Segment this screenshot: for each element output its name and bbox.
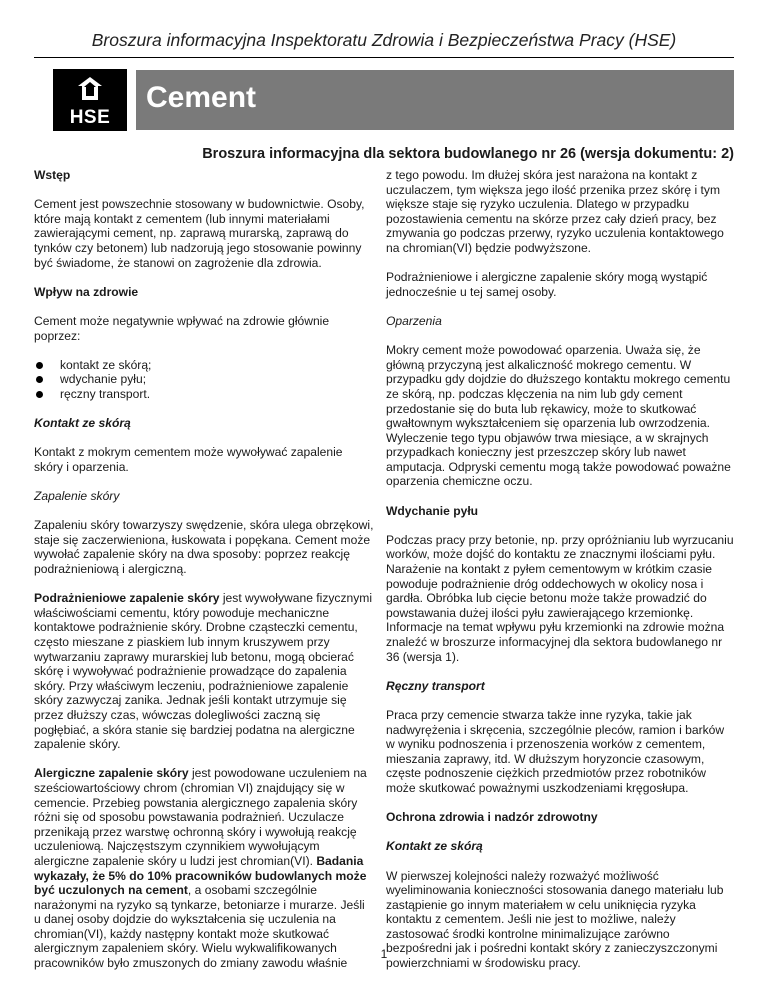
heading-kontakt-2: Kontakt ze skórą [386,839,483,854]
allergic-text-1: jest powodowane uczuleniem na sześciowartościowy chrom (chromian VI) znajdujący się w cemencie. Przebieg powstania alergicznego zapalenia skóry różni się od sposobu powstawania podrażnień. Uczulacze przenikają przez warstwę ochronną skóry i wywołują reakcję uczuleniową. Najczęstszym czynnikiem wywołującym alergiczne zapalenie skóry u ludzi jest chromian(VI). [34,766,367,868]
paragraph-oparzenia: Mokry cement może powodować oparzenia. Uważa się, że główną przyczyną jest alkaliczność mokrego cementu. W przypadku gdy dojdzie do dłuższego kontaktu mokrego cementu ze skórą, np. podczas klęczenia na nim lub gdy cement przedostanie się do buta lub rękawicy, może to skutkować gwałtownym wykształceniem się oparzenia lub owrzodzenia. Wyleczenie tego typu objawów trwa miesiące, a w skrajnych przypadkach konieczny jest przeszczep skóry lub nawet amputacja. Odpryski cementu mogą także powodować poważne oparzenia chemiczne oczu. [386,343,731,489]
heading-oparzenia: Oparzenia [386,313,442,328]
document-subtitle: Broszura informacyjna dla sektora budowlanego nr 26 (wersja dokumentu: 2) [202,146,734,162]
irritant-lead: Podrażnieniowe zapalenie skóry [34,591,220,606]
heading-reczny: Ręczny transport [386,678,485,693]
list-item: wdychanie pyłu; [34,372,374,387]
paragraph-both: Podrażnieniowe i alergiczne zapalenie skóry mogą wystąpić jednocześnie u tej samej osoby. [386,270,708,299]
paragraph-wstep: Cement jest powszechnie stosowany w budownictwie. Osoby, które mają kontakt z cementem (lub innymi materiałami zawierającymi cement, np. zaprawą murarską, zaprawą do tynków czy betonem) lub nadzorują jego stosowanie powinny być świadome, że stanowi on zagrożenie dla zdrowia. [34,197,365,270]
paragraph-allergic [34,766,374,970]
paragraph-reczny: Praca przy cemencie stwarza także inne ryzyka, takie jak nadwyrężenia i skręcenia, szczególnie pleców, ramion i barków w wyniku podnoszenia i przenoszenia worków z cementem, mieszania zaprawy, itd. W dłuższym horyzoncie czasowym, częste podnoszenie ciężkich przedmiotów przez robotników może skutkować poważnymi uszkodzeniami kręgosłupa. [386,707,725,795]
allergic-text-2: , a osobami szczególnie narażonymi na ryzyko są tynkarze, betoniarze i murarze. Jeśli u danej osoby dojdzie do wykształcenia się uczulenia na chromian(VI), każdy następny kontakt może skutkować alergicznym zapaleniem skóry. Wielu wykwalifikowanych pracowników było zmuszonych do zmiany zawodu właśnie [34,883,365,971]
left-column [34,168,374,985]
paragraph-wdychanie: Podczas pracy przy betonie, np. przy opróżnianiu lub wyrzucaniu worków, może dojść do kontaktu ze znacznymi ilościami pyłu. Narażenie na kontakt z pyłem cementowym w krótkim czasie powoduje podrażnienie dróg oddechowych w okolicy nosa i gardła. Obróbka lub cięcie betonu może także prowadzić do powstawania dużej ilości pyłu zawierającego krzemionkę. Informacje na temat wpływu pyłu krzemionki na zdrowie można znaleźć w broszurze informacyjnej dla sektora budowlanego nr 36 (wersja 1). [386,532,734,664]
hse-logo [53,69,127,131]
heading-ochrona: Ochrona zdrowia i nadzór zdrowotny [386,810,598,825]
document-header-title: Broszura informacyjna Inspektoratu Zdrowia i Bezpieczeństwa Pracy (HSE) [91,30,677,50]
heading-zapalenie: Zapalenie skóry [34,489,120,504]
banner-title: Cement [146,81,257,114]
hse-logo-text: HSE [69,107,111,128]
right-column [386,168,734,985]
list-item: ręczny transport. [34,387,374,402]
paragraph-kontakt: Kontakt z mokrym cementem może wywoływać zapalenie skóry i oparzenia. [34,445,343,474]
title-banner [136,70,734,130]
heading-wstep: Wstęp [34,168,71,182]
allergic-lead: Alergiczne zapalenie skóry [34,766,189,781]
heading-wplyw: Wpływ na zdrowie [34,284,139,299]
heading-wdychanie: Wdychanie pyłu [386,503,479,518]
paragraph-wplyw: Cement może negatywnie wpływać na zdrowie głównie poprzez: [34,313,330,343]
list-item: kontakt ze skórą; [34,358,374,373]
paragraph-irritant [34,591,374,752]
irritant-text: jest wywoływane fizycznymi właściwościami cementu, który powoduje mechaniczne kontaktowe podrażnienie skóry. Drobne cząsteczki cementu, często mieszane z piaskiem lub innym kruszywem przy wytwarzaniu zaprawy murarskiej lub betonu, mogą obcierać skórę i wywoływać podrażnienie prowadzące do zapalenia skóry. Przy właściwym leczeniu, podrażnieniowe zapalenie skóry zazwyczaj zanika. Jednak jeśli kontakt utrzymuje się przez dłuższy czas, wówczas dolegliwości zaczną się pogłębiać, a skóra stanie się bardziej podatna na alergiczne zapalenie skóry. [34,591,373,752]
paragraph-kontakt-2: W pierwszej kolejności należy rozważyć możliwość wyeliminowania konieczności stosowania danego materiału lub zastąpienie go innym materiałem w celu uniknięcia ryzyka kontaktu z cementem. Jeśli nie jest to możliwe, należy zastosować środki kontrolne minimalizujące zarówno bezpośredni jak i pośredni kontakt skóry z zanieczyszczonymi powierzchniami w środowisku pracy. [386,868,724,971]
page-number: 1 [380,947,388,961]
header-divider [34,57,734,58]
paragraph-continued: z tego powodu. Im dłużej skóra jest narażona na kontakt z uczulaczem, tym większa jego ilość przenika przez skórę i tym większe staje się ryzyko uczulenia. Dlatego w przypadku pozostawienia cementu na skórze przez cały dzień pracy, bez zmywania go podczas przerwy, ryzyko uczulenia kontaktowego na chromian(VI) będzie podwyższone. [386,168,724,255]
bullet-list [34,358,374,402]
allergic-bold: Badania wykazały, że 5% do 10% pracowników budowlanych może być uczulonych na cement [34,853,367,898]
hse-crown-icon [77,76,103,102]
heading-kontakt: Kontakt ze skórą [34,416,131,431]
paragraph-zapalenie: Zapaleniu skóry towarzyszy swędzenie, skóra ulega obrzękowi, staje się zaczerwieniona, łuskowata i popękana. Cement może wywołać zapalenie skóry na dwa sposoby: poprzez reakcję podrażnieniową i alergiczną. [34,518,374,577]
